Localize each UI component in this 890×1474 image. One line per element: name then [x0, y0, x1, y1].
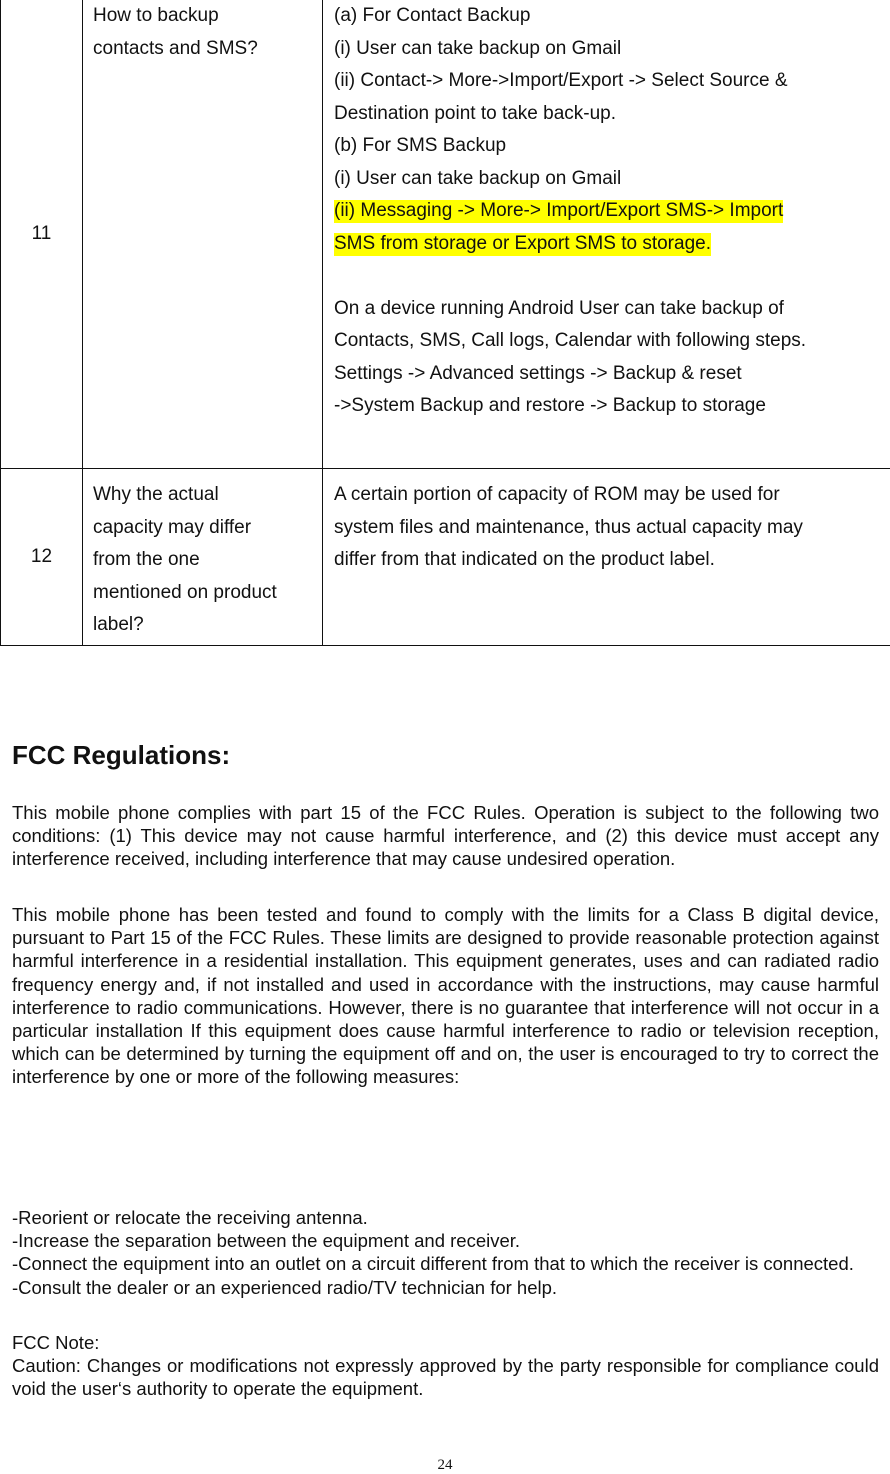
answer-line: system files and maintenance, thus actual capacity may: [334, 516, 803, 538]
fcc-paragraph-class-b: This mobile phone has been tested and found to comply with the limits for a Class B digital device, pursuant to Part 15 of the FCC Rules. These limits are designed to provide reasonable protection against harmful interference in a residential installation. This equipment generates, uses and can radiated radio frequency energy and, if not installed and used in accordance with the instructions, may cause harmful interference to radio communications. However, there is no guarantee that interference will not occur in a particular installation If this equipment does cause harmful interference to radio or television reception, which can be determined by turning the equipment off and on, the user is encouraged to try to correct the interference by one or more of the following measures:: [12, 904, 879, 1088]
answer-line: (a) For Contact Backup: [334, 5, 531, 26]
table-row: [1, 0, 890, 469]
highlight-text: (ii) Messaging -> More-> Import/Export SMS-> Import: [334, 200, 784, 221]
page-number: 24: [437, 1457, 453, 1473]
answer-cell: [323, 469, 890, 646]
table-row: [1, 469, 890, 646]
answer-line: (b) For SMS Backup: [334, 135, 507, 156]
fcc-note: [12, 1331, 879, 1401]
faq-table: [0, 0, 890, 646]
blank-line: [334, 260, 890, 293]
list-item: -Connect the equipment into an outlet on a circuit different from that to which the receiver is connected.: [12, 1253, 854, 1275]
answer-line: Destination point to take back-up.: [334, 102, 617, 124]
highlighted-line: [334, 228, 890, 261]
highlight-text: SMS from storage or Export SMS to storage.: [334, 232, 711, 254]
fcc-measures-list: [12, 1206, 879, 1299]
question-line: contacts and SMS?: [93, 37, 258, 59]
answer-cell: [323, 0, 890, 469]
question-cell: [83, 0, 323, 469]
answer-line: (ii) Contact-> More->Import/Export -> Select Source &: [334, 70, 788, 91]
highlighted-line: [334, 195, 890, 228]
question-line: mentioned on product: [93, 581, 277, 603]
answer-line: A certain portion of capacity of ROM may be used for: [334, 484, 780, 505]
question-cell: [83, 469, 323, 646]
question-line: Why the actual: [93, 484, 219, 505]
answer-line: differ from that indicated on the product label.: [334, 549, 715, 570]
answer-line: On a device running Android User can take backup of: [334, 297, 784, 319]
fcc-title: FCC Regulations:: [12, 740, 231, 770]
answer-line: Settings -> Advanced settings -> Backup & reset: [334, 362, 742, 384]
fcc-paragraph-conditions: This mobile phone complies with part 15 of the FCC Rules. Operation is subject to the following two conditions: (1) This device may not cause harmful interference, and (2) this device must accept any interference received, including interference that may cause undesired operation.: [12, 802, 879, 870]
question-line: How to backup: [93, 5, 219, 26]
list-item: -Increase the separation between the equipment and receiver.: [12, 1230, 521, 1252]
row-number: 11: [1, 0, 83, 469]
list-item: -Consult the dealer or an experienced radio/TV technician for help.: [12, 1276, 558, 1298]
fcc-note-title: FCC Note:: [12, 1332, 100, 1353]
list-item: -Reorient or relocate the receiving antenna.: [12, 1207, 368, 1228]
question-line: from the one: [93, 549, 200, 570]
question-line: capacity may differ: [93, 516, 252, 538]
row-number: 12: [1, 469, 83, 646]
answer-line: Contacts, SMS, Call logs, Calendar with following steps.: [334, 330, 807, 351]
answer-line: ->System Backup and restore -> Backup to storage: [334, 395, 766, 416]
question-line: label?: [93, 614, 144, 635]
fcc-note-text: Caution: Changes or modifications not expressly approved by the party responsible for compliance could void the user‘s authority to operate the equipment.: [12, 1355, 879, 1400]
answer-line: (i) User can take backup on Gmail: [334, 37, 622, 59]
answer-line: (i) User can take backup on Gmail: [334, 167, 622, 189]
